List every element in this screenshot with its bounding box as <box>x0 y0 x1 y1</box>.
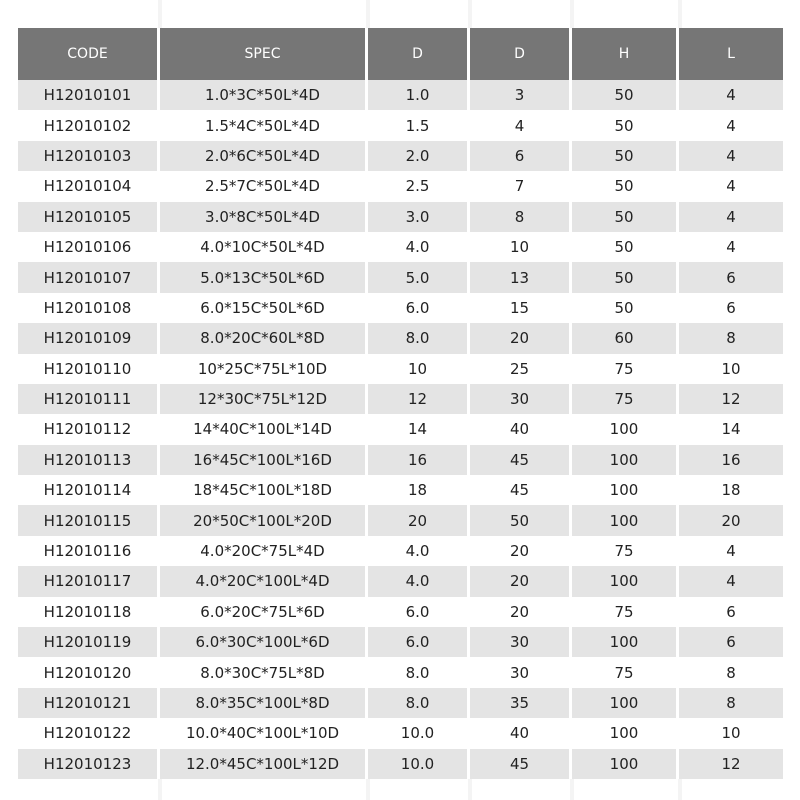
code-cell: H12010122 <box>18 718 160 748</box>
d-cell: 10.0 <box>368 718 470 748</box>
h-cell: 75 <box>572 384 679 414</box>
h-cell: 100 <box>572 445 679 475</box>
d2-cell: 8 <box>470 202 572 232</box>
d-cell: 18 <box>368 475 470 505</box>
d2-cell: 35 <box>470 688 572 718</box>
d2-cell: 30 <box>470 627 572 657</box>
d-cell: 6.0 <box>368 293 470 323</box>
l-cell: 12 <box>679 749 783 779</box>
code-cell: H12010116 <box>18 536 160 566</box>
code-cell: H12010102 <box>18 110 160 140</box>
d-cell: 16 <box>368 445 470 475</box>
code-cell: H12010115 <box>18 505 160 535</box>
table-header <box>18 28 783 80</box>
h-cell: 50 <box>572 141 679 171</box>
spec-cell: 20*50C*100L*20D <box>160 505 368 535</box>
spec-cell: 6.0*20C*75L*6D <box>160 597 368 627</box>
table-row <box>18 566 783 596</box>
d2-cell: 45 <box>470 749 572 779</box>
table-row <box>18 171 783 201</box>
spec-cell: 5.0*13C*50L*6D <box>160 262 368 292</box>
h-cell: 100 <box>572 566 679 596</box>
d2-cell: 7 <box>470 171 572 201</box>
header-l: L <box>679 28 783 80</box>
d-cell: 4.0 <box>368 536 470 566</box>
h-cell: 50 <box>572 202 679 232</box>
d-cell: 1.0 <box>368 80 470 110</box>
d2-cell: 10 <box>470 232 572 262</box>
d-cell: 2.0 <box>368 141 470 171</box>
spec-cell: 8.0*20C*60L*8D <box>160 323 368 353</box>
d2-cell: 45 <box>470 475 572 505</box>
d-cell: 5.0 <box>368 262 470 292</box>
table-row <box>18 657 783 687</box>
table-row <box>18 354 783 384</box>
d2-cell: 45 <box>470 445 572 475</box>
l-cell: 12 <box>679 384 783 414</box>
d2-cell: 20 <box>470 536 572 566</box>
table-row <box>18 384 783 414</box>
header-d: D <box>368 28 470 80</box>
d2-cell: 20 <box>470 597 572 627</box>
d-cell: 10 <box>368 354 470 384</box>
code-cell: H12010101 <box>18 80 160 110</box>
d-cell: 3.0 <box>368 202 470 232</box>
table-row <box>18 323 783 353</box>
spec-cell: 8.0*35C*100L*8D <box>160 688 368 718</box>
header-spec: SPEC <box>160 28 368 80</box>
spec-cell: 3.0*8C*50L*4D <box>160 202 368 232</box>
spec-cell: 2.0*6C*50L*4D <box>160 141 368 171</box>
code-cell: H12010114 <box>18 475 160 505</box>
table-row <box>18 536 783 566</box>
d2-cell: 3 <box>470 80 572 110</box>
d-cell: 14 <box>368 414 470 444</box>
spec-cell: 6.0*15C*50L*6D <box>160 293 368 323</box>
table-row <box>18 475 783 505</box>
h-cell: 50 <box>572 262 679 292</box>
l-cell: 6 <box>679 293 783 323</box>
d-cell: 12 <box>368 384 470 414</box>
l-cell: 4 <box>679 171 783 201</box>
table-row <box>18 445 783 475</box>
code-cell: H12010103 <box>18 141 160 171</box>
table-row <box>18 293 783 323</box>
spec-cell: 16*45C*100L*16D <box>160 445 368 475</box>
h-cell: 100 <box>572 475 679 505</box>
code-cell: H12010120 <box>18 657 160 687</box>
l-cell: 4 <box>679 202 783 232</box>
h-cell: 50 <box>572 80 679 110</box>
table-row <box>18 597 783 627</box>
h-cell: 100 <box>572 414 679 444</box>
d2-cell: 20 <box>470 566 572 596</box>
h-cell: 100 <box>572 688 679 718</box>
l-cell: 6 <box>679 597 783 627</box>
header-d2: D <box>470 28 572 80</box>
spec-cell: 1.5*4C*50L*4D <box>160 110 368 140</box>
h-cell: 100 <box>572 718 679 748</box>
code-cell: H12010113 <box>18 445 160 475</box>
d2-cell: 30 <box>470 384 572 414</box>
d-cell: 6.0 <box>368 597 470 627</box>
d2-cell: 40 <box>470 414 572 444</box>
l-cell: 4 <box>679 536 783 566</box>
l-cell: 8 <box>679 657 783 687</box>
d-cell: 8.0 <box>368 657 470 687</box>
spec-cell: 8.0*30C*75L*8D <box>160 657 368 687</box>
d-cell: 6.0 <box>368 627 470 657</box>
header-row <box>18 28 783 80</box>
spec-cell: 4.0*10C*50L*4D <box>160 232 368 262</box>
code-cell: H12010121 <box>18 688 160 718</box>
spec-cell: 10.0*40C*100L*10D <box>160 718 368 748</box>
table-row <box>18 688 783 718</box>
code-cell: H12010104 <box>18 171 160 201</box>
table-row <box>18 749 783 779</box>
table-row <box>18 627 783 657</box>
table-row <box>18 414 783 444</box>
l-cell: 10 <box>679 354 783 384</box>
spec-cell: 14*40C*100L*14D <box>160 414 368 444</box>
code-cell: H12010118 <box>18 597 160 627</box>
code-cell: H12010108 <box>18 293 160 323</box>
d-cell: 10.0 <box>368 749 470 779</box>
l-cell: 4 <box>679 110 783 140</box>
table-row <box>18 505 783 535</box>
spec-cell: 4.0*20C*100L*4D <box>160 566 368 596</box>
l-cell: 8 <box>679 323 783 353</box>
d-cell: 20 <box>368 505 470 535</box>
l-cell: 4 <box>679 232 783 262</box>
table-row <box>18 141 783 171</box>
code-cell: H12010105 <box>18 202 160 232</box>
d2-cell: 20 <box>470 323 572 353</box>
l-cell: 16 <box>679 445 783 475</box>
code-cell: H12010109 <box>18 323 160 353</box>
h-cell: 50 <box>572 293 679 323</box>
table-row <box>18 110 783 140</box>
l-cell: 4 <box>679 566 783 596</box>
code-cell: H12010123 <box>18 749 160 779</box>
h-cell: 50 <box>572 232 679 262</box>
d2-cell: 50 <box>470 505 572 535</box>
l-cell: 6 <box>679 627 783 657</box>
header-code: CODE <box>18 28 160 80</box>
code-cell: H12010106 <box>18 232 160 262</box>
spec-cell: 1.0*3C*50L*4D <box>160 80 368 110</box>
h-cell: 50 <box>572 171 679 201</box>
d-cell: 4.0 <box>368 232 470 262</box>
h-cell: 100 <box>572 627 679 657</box>
l-cell: 4 <box>679 141 783 171</box>
l-cell: 18 <box>679 475 783 505</box>
table-row <box>18 718 783 748</box>
code-cell: H12010112 <box>18 414 160 444</box>
code-cell: H12010117 <box>18 566 160 596</box>
table-row <box>18 80 783 110</box>
d-cell: 4.0 <box>368 566 470 596</box>
d2-cell: 25 <box>470 354 572 384</box>
d2-cell: 30 <box>470 657 572 687</box>
spec-cell: 12.0*45C*100L*12D <box>160 749 368 779</box>
d2-cell: 4 <box>470 110 572 140</box>
d2-cell: 6 <box>470 141 572 171</box>
d-cell: 8.0 <box>368 323 470 353</box>
d-cell: 8.0 <box>368 688 470 718</box>
table-row <box>18 202 783 232</box>
l-cell: 6 <box>679 262 783 292</box>
code-cell: H12010110 <box>18 354 160 384</box>
l-cell: 14 <box>679 414 783 444</box>
code-cell: H12010107 <box>18 262 160 292</box>
d-cell: 2.5 <box>368 171 470 201</box>
d-cell: 1.5 <box>368 110 470 140</box>
h-cell: 100 <box>572 505 679 535</box>
table-body <box>18 80 783 779</box>
l-cell: 4 <box>679 80 783 110</box>
code-cell: H12010119 <box>18 627 160 657</box>
spec-cell: 12*30C*75L*12D <box>160 384 368 414</box>
spec-cell: 2.5*7C*50L*4D <box>160 171 368 201</box>
h-cell: 75 <box>572 597 679 627</box>
h-cell: 50 <box>572 110 679 140</box>
spec-cell: 4.0*20C*75L*4D <box>160 536 368 566</box>
table-row <box>18 232 783 262</box>
table-row <box>18 262 783 292</box>
h-cell: 75 <box>572 657 679 687</box>
d2-cell: 15 <box>470 293 572 323</box>
h-cell: 100 <box>572 749 679 779</box>
l-cell: 10 <box>679 718 783 748</box>
h-cell: 75 <box>572 536 679 566</box>
spec-table <box>18 28 783 779</box>
header-h: H <box>572 28 679 80</box>
code-cell: H12010111 <box>18 384 160 414</box>
d2-cell: 13 <box>470 262 572 292</box>
l-cell: 8 <box>679 688 783 718</box>
spec-cell: 6.0*30C*100L*6D <box>160 627 368 657</box>
spec-cell: 10*25C*75L*10D <box>160 354 368 384</box>
d2-cell: 40 <box>470 718 572 748</box>
h-cell: 75 <box>572 354 679 384</box>
l-cell: 20 <box>679 505 783 535</box>
spec-cell: 18*45C*100L*18D <box>160 475 368 505</box>
h-cell: 60 <box>572 323 679 353</box>
